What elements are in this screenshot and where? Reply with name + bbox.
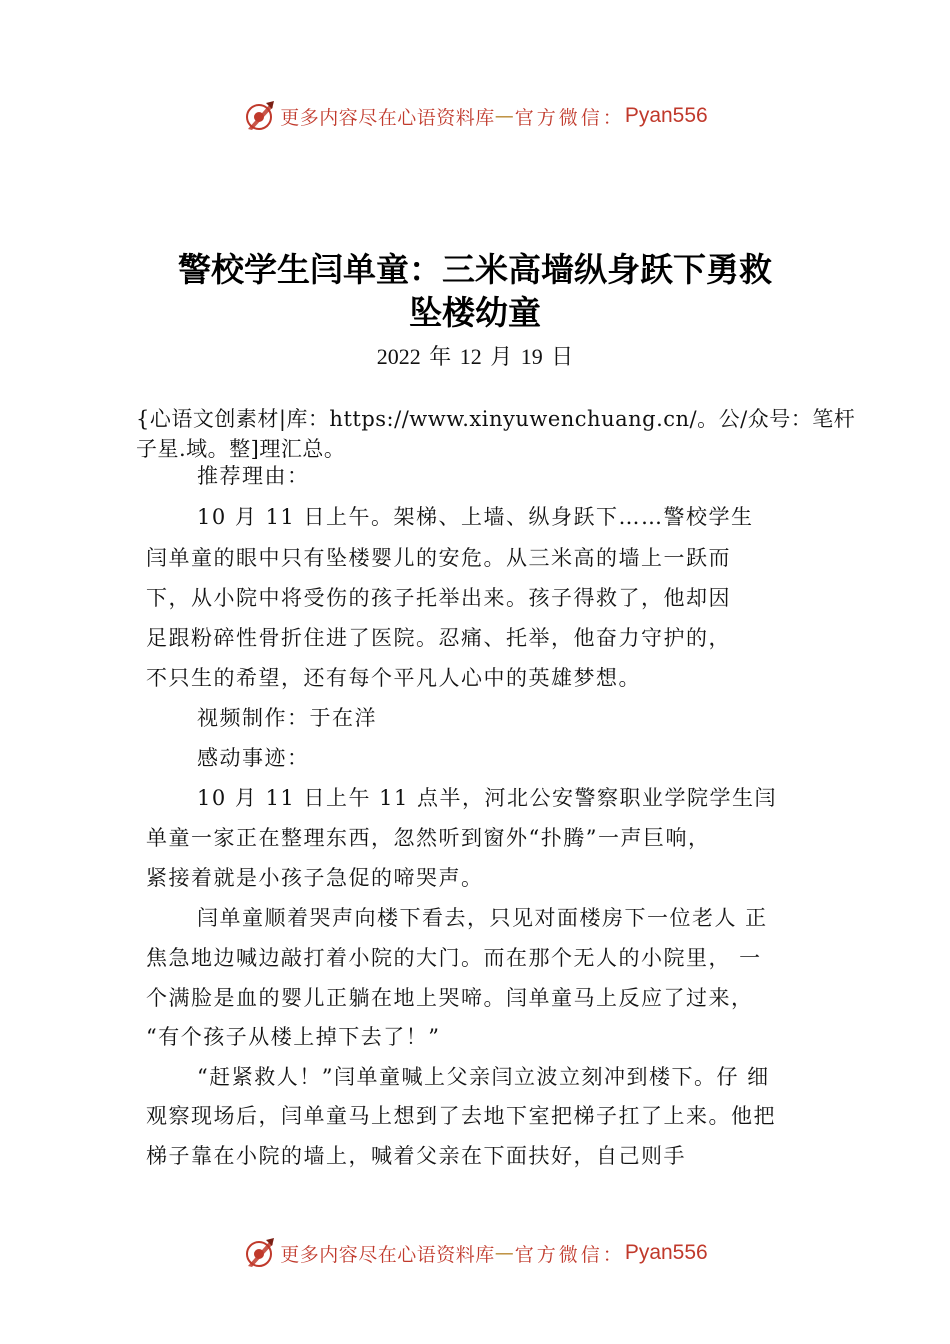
banner-brand-text: 更多内容尽在心语资料库: [280, 1243, 495, 1266]
banner-brand-text: 更多内容尽在心语资料库: [280, 106, 495, 129]
body-line: “有个孩子从楼上掉下去了！”: [146, 1025, 441, 1049]
body-line: 10 月 11 日上午。架梯、上墙、纵身跃下……警校学生: [197, 505, 754, 529]
banner-separator: —: [494, 105, 515, 127]
banner-wechat-label: 官方微信：: [514, 106, 625, 129]
quill-logo-icon: [242, 99, 276, 133]
banner-separator: —: [494, 1242, 515, 1264]
banner-wechat-label: 官方微信：: [514, 1243, 625, 1266]
body-line: 个满脸是血的婴儿正躺在地上哭啼。闫单童马上反应了过来，: [146, 986, 754, 1010]
body-line: 下，从小院中将受伤的孩子托举出来。孩子得救了，他却因: [146, 586, 731, 610]
body-line: 紧接着就是小孩子急促的啼哭声。: [146, 866, 484, 890]
body-line: 感动事迹：: [197, 746, 310, 770]
body-line: 足跟粉碎性骨折住进了医院。忍痛、托举，他奋力守护的，: [146, 626, 731, 650]
body-line: 推荐理由：: [197, 464, 310, 488]
body-line: “赶紧救人！”闫单童喊上父亲闫立波立刻冲到楼下。仔 细: [197, 1065, 770, 1089]
title-line-2: 坠楼幼童: [409, 293, 541, 332]
body-line: 观察现场后，闫单童马上想到了去地下室把梯子扛了上来。他把: [146, 1104, 776, 1128]
body-line: 单童一家正在整理东西，忽然听到窗外“扑腾”一声巨响，: [146, 826, 711, 850]
body-line: 不只生的希望，还有每个平凡人心中的英雄梦想。: [146, 666, 641, 690]
quill-logo-icon: [242, 1236, 276, 1270]
body-line: 闫单童顺着哭声向楼下看去，只见对面楼房下一位老人 正: [197, 906, 768, 930]
footer-banner: [0, 1233, 950, 1273]
title-line-1: 警校学生闫单童：三米高墙纵身跃下勇救: [178, 250, 772, 289]
document-title: [0, 248, 950, 334]
header-banner: [0, 96, 950, 136]
body-line: 闫单童的眼中只有坠楼婴儿的安危。从三米高的墙上一跃而: [146, 546, 731, 570]
body-line: 10 月 11 日上午 11 点半，河北公安警察职业学院学生闫: [197, 786, 778, 810]
banner-wechat-id: Pyan556: [624, 104, 708, 127]
banner-wechat-id: Pyan556: [624, 1241, 708, 1264]
document-date: 2022 年 12 月 19 日: [376, 344, 574, 369]
body-line: 视频制作：于在洋: [197, 706, 377, 730]
body-line: 梯子靠在小院的墙上，喊着父亲在下面扶好，自己则手: [146, 1144, 686, 1168]
source-note: {心语文创素材|库：https://www.xinyuwenchuang.cn/。公/众号：笔杆子星.域。整]理汇总。: [136, 407, 856, 461]
body-line: 焦急地边喊边敲打着小院的大门。而在那个无人的小院里， 一: [146, 946, 762, 970]
